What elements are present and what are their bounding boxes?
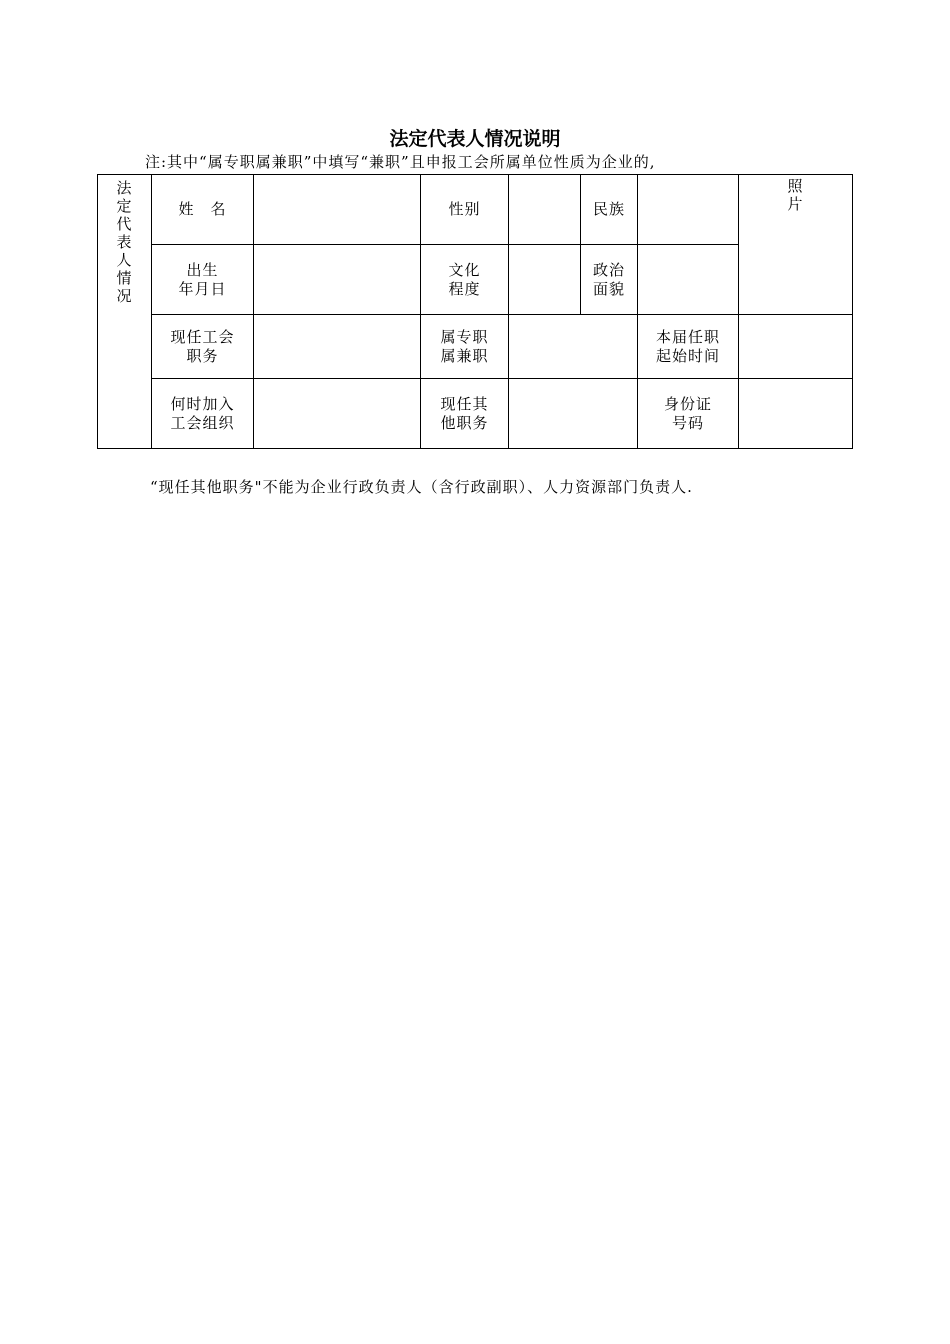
join-time-label: 何时加入 工会组织 — [152, 379, 254, 449]
education-field[interactable] — [509, 245, 581, 315]
representative-form — [97, 174, 853, 449]
ethnicity-field[interactable] — [638, 175, 739, 245]
gender-field[interactable] — [509, 175, 581, 245]
birth-label: 出生 年月日 — [152, 245, 254, 315]
union-post-label: 现任工会 职务 — [152, 315, 254, 379]
political-label: 政治 面貌 — [581, 245, 638, 315]
side-label: 法 定 代 表 人 情 况 — [98, 175, 152, 449]
union-post-field[interactable] — [254, 315, 421, 379]
gender-label: 性别 — [421, 175, 509, 245]
note-top: 注:其中“属专职属兼职”中填写“兼职”且申报工会所属单位性质为企业的, — [145, 153, 656, 171]
photo-box[interactable]: 照 片 — [739, 175, 853, 315]
birth-field[interactable] — [254, 245, 421, 315]
other-post-field[interactable] — [509, 379, 638, 449]
fulltime-field[interactable] — [509, 315, 638, 379]
other-post-label: 现任其 他职务 — [421, 379, 509, 449]
id-label: 身份证 号码 — [638, 379, 739, 449]
note-bottom: “现任其他职务"不能为企业行政负责人（含行政副职）、人力资源部门负责人. — [150, 478, 693, 496]
term-start-label: 本届任职 起始时间 — [638, 315, 739, 379]
fulltime-label: 属专职 属兼职 — [421, 315, 509, 379]
join-time-field[interactable] — [254, 379, 421, 449]
term-start-field[interactable] — [739, 315, 853, 379]
name-field[interactable] — [254, 175, 421, 245]
page-title: 法定代表人情况说明 — [389, 128, 561, 150]
political-field[interactable] — [638, 245, 739, 315]
education-label: 文化 程度 — [421, 245, 509, 315]
ethnicity-label: 民族 — [581, 175, 638, 245]
name-label: 姓 名 — [152, 175, 254, 245]
id-field[interactable] — [739, 379, 853, 449]
